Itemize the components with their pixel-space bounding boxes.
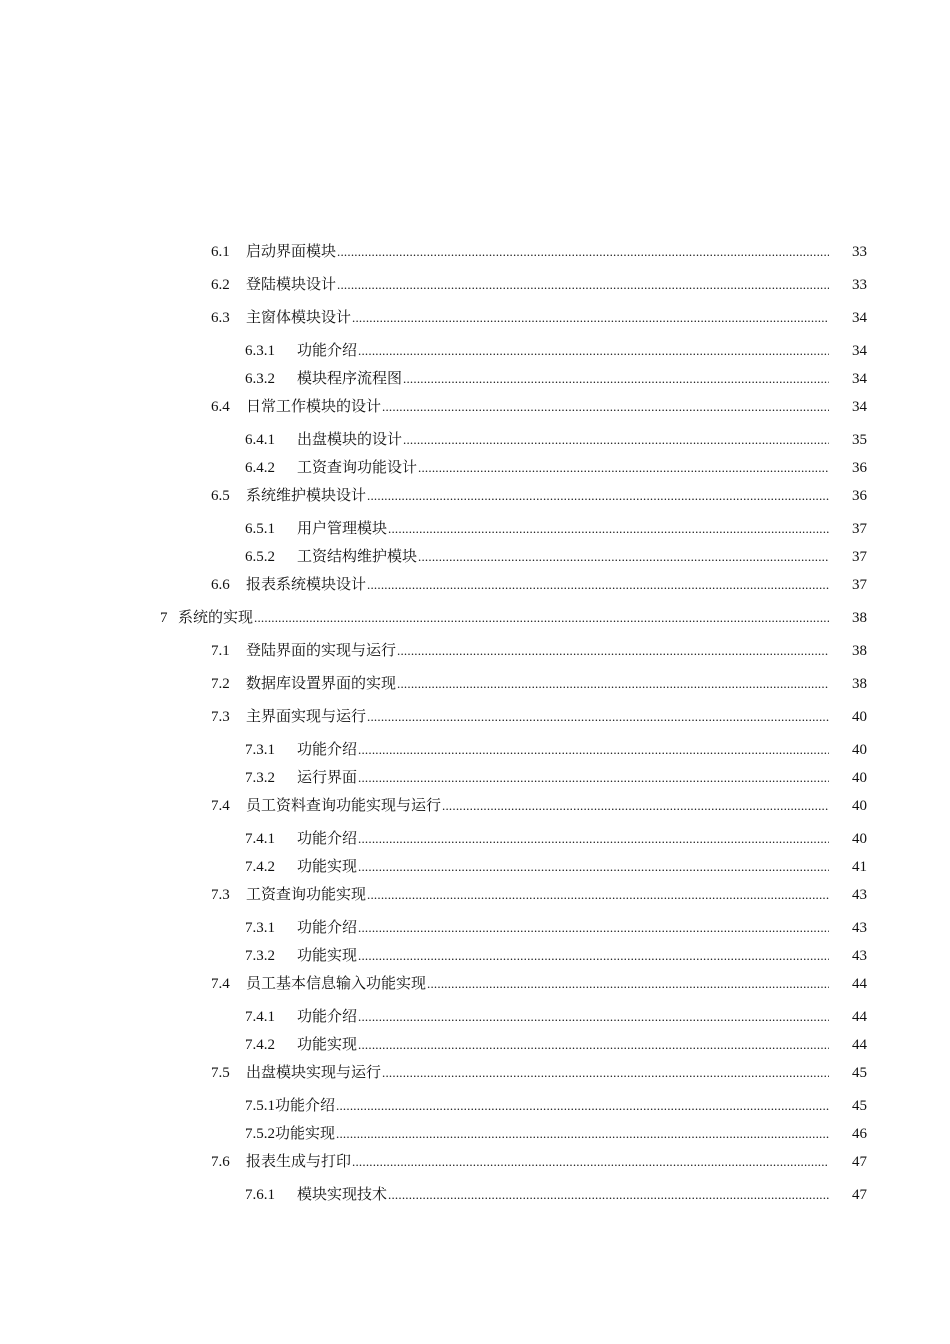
toc-entry-page-number: 40 xyxy=(852,742,867,758)
toc-entry-title: 工资结构维护模块 xyxy=(297,545,418,569)
toc-entry-number: 7.3 xyxy=(211,887,230,903)
toc-entry-title: 登陆界面的实现与运行 xyxy=(246,639,397,663)
toc-entry-number: 6.3 xyxy=(211,310,230,326)
toc-entry-number: 7.2 xyxy=(211,676,230,692)
toc-entry-title: 用户管理模块 xyxy=(297,517,388,541)
toc-entry[interactable] xyxy=(0,517,950,541)
toc-leader-dots xyxy=(397,672,829,696)
toc-entry-number: 6.4.1 xyxy=(245,432,275,448)
toc-entry-title: 功能介绍 xyxy=(297,738,358,762)
toc-entry-title: 模块实现技术 xyxy=(297,1183,388,1207)
toc-entry-page-number: 34 xyxy=(852,371,867,387)
toc-entry[interactable] xyxy=(0,738,950,762)
toc-entry[interactable] xyxy=(0,944,950,968)
toc-entry[interactable] xyxy=(0,1094,950,1118)
toc-leader-dots xyxy=(254,606,829,630)
toc-leader-dots xyxy=(358,827,829,851)
toc-leader-dots xyxy=(388,517,829,541)
toc-entry-page-number: 34 xyxy=(852,310,867,326)
toc-entry-title: 功能实现 xyxy=(297,1033,358,1057)
toc-entry-page-number: 37 xyxy=(852,549,867,565)
toc-leader-dots xyxy=(358,766,829,790)
toc-entry[interactable] xyxy=(0,1005,950,1029)
toc-entry[interactable] xyxy=(0,766,950,790)
toc-leader-dots xyxy=(388,1183,829,1207)
toc-entry[interactable] xyxy=(0,705,950,729)
toc-entry-number: 7 xyxy=(160,610,168,626)
toc-entry-page-number: 40 xyxy=(852,770,867,786)
toc-entry-title: 出盘模块的设计 xyxy=(297,428,403,452)
toc-leader-dots xyxy=(442,794,829,818)
toc-entry[interactable] xyxy=(0,972,950,996)
toc-entry-page-number: 43 xyxy=(852,948,867,964)
toc-entry-number: 6.5.1 xyxy=(245,521,275,537)
toc-leader-dots xyxy=(337,240,829,264)
toc-entry-title: 7.5.1功能介绍 xyxy=(245,1094,336,1118)
toc-entry-number: 6.6 xyxy=(211,577,230,593)
toc-entry-page-number: 37 xyxy=(852,521,867,537)
toc-entry-page-number: 38 xyxy=(852,643,867,659)
toc-entry-number: 6.4 xyxy=(211,399,230,415)
toc-leader-dots xyxy=(358,1005,829,1029)
toc-entry-number: 7.3.1 xyxy=(245,920,275,936)
toc-entry-title: 工资查询功能设计 xyxy=(297,456,418,480)
toc-entry-number: 7.3.2 xyxy=(245,770,275,786)
toc-entry-number: 7.4.1 xyxy=(245,1009,275,1025)
toc-entry-title: 登陆模块设计 xyxy=(246,273,337,297)
toc-entry-page-number: 37 xyxy=(852,577,867,593)
toc-entry-title: 报表系统模块设计 xyxy=(246,573,367,597)
toc-leader-dots xyxy=(336,1094,829,1118)
toc-leader-dots xyxy=(367,883,829,907)
toc-entry-title: 功能介绍 xyxy=(297,827,358,851)
toc-entry-title: 功能实现 xyxy=(297,855,358,879)
toc-entry[interactable] xyxy=(0,606,950,630)
toc-leader-dots xyxy=(427,972,829,996)
toc-entry-title: 系统维护模块设计 xyxy=(246,484,367,508)
toc-entry-page-number: 40 xyxy=(852,709,867,725)
toc-entry-number: 7.3.1 xyxy=(245,742,275,758)
toc-entry-page-number: 46 xyxy=(852,1126,867,1142)
toc-entry-title: 功能介绍 xyxy=(297,1005,358,1029)
toc-entry-page-number: 43 xyxy=(852,887,867,903)
toc-leader-dots xyxy=(358,339,829,363)
toc-entry-page-number: 41 xyxy=(852,859,867,875)
toc-entry-page-number: 38 xyxy=(852,676,867,692)
toc-entry-title: 功能实现 xyxy=(297,944,358,968)
toc-leader-dots xyxy=(358,944,829,968)
toc-entry[interactable] xyxy=(0,240,950,264)
toc-leader-dots xyxy=(367,484,829,508)
toc-leader-dots xyxy=(382,395,829,419)
toc-leader-dots xyxy=(418,456,829,480)
toc-entry[interactable] xyxy=(0,1183,950,1207)
toc-entry-page-number: 34 xyxy=(852,399,867,415)
toc-leader-dots xyxy=(367,705,829,729)
toc-entry-number: 7.3 xyxy=(211,709,230,725)
toc-entry[interactable] xyxy=(0,273,950,297)
toc-entry-page-number: 47 xyxy=(852,1154,867,1170)
toc-entry-title: 启动界面模块 xyxy=(246,240,337,264)
toc-leader-dots xyxy=(403,367,829,391)
toc-entry-page-number: 45 xyxy=(852,1065,867,1081)
toc-entry-page-number: 43 xyxy=(852,920,867,936)
toc-entry-number: 7.5 xyxy=(211,1065,230,1081)
toc-entry[interactable] xyxy=(0,1150,950,1174)
toc-entry-number: 6.3.1 xyxy=(245,343,275,359)
toc-entry-page-number: 33 xyxy=(852,244,867,260)
toc-entry-title: 系统的实现 xyxy=(178,606,254,630)
toc-entry[interactable] xyxy=(0,545,950,569)
toc-entry-page-number: 44 xyxy=(852,1009,867,1025)
toc-entry[interactable] xyxy=(0,306,950,330)
toc-entry-number: 6.5.2 xyxy=(245,549,275,565)
toc-entry-page-number: 36 xyxy=(852,488,867,504)
toc-entry[interactable] xyxy=(0,639,950,663)
toc-entry[interactable] xyxy=(0,916,950,940)
toc-entry-page-number: 36 xyxy=(852,460,867,476)
toc-entry-title: 主界面实现与运行 xyxy=(246,705,367,729)
toc-entry-page-number: 35 xyxy=(852,432,867,448)
toc-entry[interactable] xyxy=(0,367,950,391)
toc-entry[interactable] xyxy=(0,855,950,879)
toc-leader-dots xyxy=(358,916,829,940)
toc-entry-title: 功能介绍 xyxy=(297,916,358,940)
toc-entry-title: 员工资料查询功能实现与运行 xyxy=(246,794,442,818)
toc-entry-number: 7.4 xyxy=(211,976,230,992)
toc-entry[interactable] xyxy=(0,339,950,363)
toc-entry-number: 7.3.2 xyxy=(245,948,275,964)
toc-entry-page-number: 45 xyxy=(852,1098,867,1114)
toc-entry-title: 模块程序流程图 xyxy=(297,367,403,391)
toc-entry-title: 功能介绍 xyxy=(297,339,358,363)
toc-entry-page-number: 40 xyxy=(852,798,867,814)
toc-entry-number: 7.6.1 xyxy=(245,1187,275,1203)
toc-entry-title: 员工基本信息输入功能实现 xyxy=(246,972,427,996)
toc-entry-number: 7.4 xyxy=(211,798,230,814)
toc-entry-title: 主窗体模块设计 xyxy=(246,306,352,330)
toc-entry-number: 6.1 xyxy=(211,244,230,260)
toc-entry[interactable] xyxy=(0,484,950,508)
toc-entry-title: 工资查询功能实现 xyxy=(246,883,367,907)
toc-entry-title: 7.5.2功能实现 xyxy=(245,1122,336,1146)
toc-entry-page-number: 38 xyxy=(852,610,867,626)
toc-entry-number: 7.1 xyxy=(211,643,230,659)
toc-entry[interactable] xyxy=(0,883,950,907)
toc-entry-number: 6.5 xyxy=(211,488,230,504)
toc-entry-page-number: 40 xyxy=(852,831,867,847)
toc-leader-dots xyxy=(358,738,829,762)
toc-entry-page-number: 34 xyxy=(852,343,867,359)
toc-entry[interactable] xyxy=(0,1033,950,1057)
toc-entry-number: 7.4.2 xyxy=(245,859,275,875)
toc-leader-dots xyxy=(337,273,829,297)
toc-entry-page-number: 44 xyxy=(852,1037,867,1053)
toc-leader-dots xyxy=(352,1150,829,1174)
toc-entry-page-number: 44 xyxy=(852,976,867,992)
toc-leader-dots xyxy=(418,545,829,569)
toc-entry[interactable] xyxy=(0,428,950,452)
toc-leader-dots xyxy=(336,1122,829,1146)
toc-entry-number: 7.4.1 xyxy=(245,831,275,847)
toc-leader-dots xyxy=(358,855,829,879)
toc-entry-number: 7.4.2 xyxy=(245,1037,275,1053)
toc-leader-dots xyxy=(367,573,829,597)
toc-entry-title: 运行界面 xyxy=(297,766,358,790)
toc-entry-title: 出盘模块实现与运行 xyxy=(246,1061,382,1085)
toc-entry-page-number: 33 xyxy=(852,277,867,293)
toc-entry-title: 报表生成与打印 xyxy=(246,1150,352,1174)
toc-entry-title: 数据库设置界面的实现 xyxy=(246,672,397,696)
toc-entry[interactable] xyxy=(0,794,950,818)
toc-entry[interactable] xyxy=(0,395,950,419)
toc-leader-dots xyxy=(382,1061,829,1085)
toc-entry-number: 7.6 xyxy=(211,1154,230,1170)
toc-entry-title: 日常工作模块的设计 xyxy=(246,395,382,419)
toc-entry-number: 6.4.2 xyxy=(245,460,275,476)
toc-leader-dots xyxy=(397,639,829,663)
toc-entry[interactable] xyxy=(0,573,950,597)
toc-entry-number: 6.3.2 xyxy=(245,371,275,387)
toc-entry[interactable] xyxy=(0,1122,950,1146)
toc-leader-dots xyxy=(403,428,829,452)
toc-entry-page-number: 47 xyxy=(852,1187,867,1203)
toc-entry[interactable] xyxy=(0,456,950,480)
toc-entry[interactable] xyxy=(0,827,950,851)
toc-entry-number: 6.2 xyxy=(211,277,230,293)
toc-leader-dots xyxy=(358,1033,829,1057)
toc-entry[interactable] xyxy=(0,672,950,696)
toc-entry[interactable] xyxy=(0,1061,950,1085)
toc-leader-dots xyxy=(352,306,829,330)
